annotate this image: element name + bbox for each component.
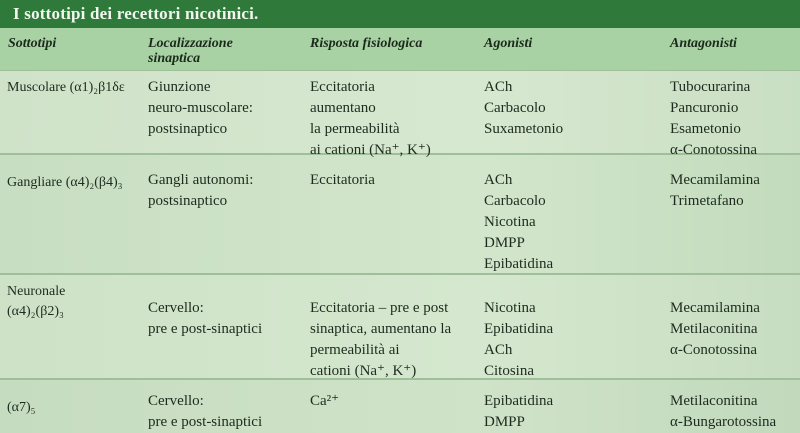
risposta-line: aumentano bbox=[310, 100, 376, 116]
antagonista-item: α-Conotossina bbox=[670, 342, 758, 358]
agonista-item: ACh bbox=[484, 172, 513, 188]
cell-agonisti bbox=[484, 391, 553, 433]
antagonista-item: Pancuronio bbox=[670, 100, 739, 116]
cell-subtype bbox=[7, 173, 123, 193]
agonista-item: Epibatidina bbox=[484, 321, 554, 337]
agonista-item: ACh bbox=[484, 79, 513, 95]
header-localizzazione bbox=[148, 36, 233, 66]
cell-risposta bbox=[310, 391, 339, 412]
cell-subtype bbox=[7, 282, 65, 322]
cell-localizzazione bbox=[148, 170, 253, 212]
risposta-line: cationi (Na⁺, K⁺) bbox=[310, 363, 417, 379]
localizzazione-line: pre e post-sinaptici bbox=[148, 414, 263, 430]
agonista-item: Carbacolo bbox=[484, 193, 546, 209]
agonista-item: ACh bbox=[484, 342, 513, 358]
cell-localizzazione bbox=[148, 391, 262, 433]
header-sottotipi: Sottotipi bbox=[8, 36, 57, 51]
header-antagonisti: Antagonisti bbox=[670, 36, 737, 51]
subtype-line: Gangliare (α4)₂(β4)₃ bbox=[7, 175, 123, 190]
risposta-line: Eccitatoria bbox=[310, 79, 375, 95]
cell-antagonisti bbox=[670, 391, 776, 433]
risposta-line: ai cationi (Na⁺, K⁺) bbox=[310, 142, 431, 158]
cell-antagonisti bbox=[670, 170, 760, 212]
risposta-line: Eccitatoria bbox=[310, 172, 375, 188]
localizzazione-line: Cervello: bbox=[148, 393, 204, 409]
subtype-line: Neuronale bbox=[7, 284, 66, 299]
agonista-item: Nicotina bbox=[484, 300, 536, 316]
risposta-line: sinaptica, aumentano la bbox=[310, 321, 452, 337]
antagonista-item: Mecamilamina bbox=[670, 172, 760, 188]
cell-agonisti bbox=[484, 77, 563, 140]
cell-antagonisti bbox=[670, 298, 760, 361]
localizzazione-line: neuro-muscolare: bbox=[148, 100, 253, 116]
risposta-line: Ca²⁺ bbox=[310, 393, 340, 409]
header-localizzazione-line-2: sinaptica bbox=[148, 51, 201, 66]
subtype-line: Muscolare (α1)₂β1δε bbox=[7, 80, 125, 95]
localizzazione-line: Cervello: bbox=[148, 300, 204, 316]
cell-agonisti bbox=[484, 170, 553, 275]
localizzazione-line: pre e post-sinaptici bbox=[148, 321, 263, 337]
agonista-item: Nicotina bbox=[484, 214, 536, 230]
localizzazione-line: postsinaptico bbox=[148, 121, 228, 137]
title-bar bbox=[0, 0, 800, 28]
antagonista-item: α-Conotossina bbox=[670, 142, 758, 158]
localizzazione-line: Gangli autonomi: bbox=[148, 172, 254, 188]
risposta-line: permeabilità ai bbox=[310, 342, 400, 358]
localizzazione-line: Giunzione bbox=[148, 79, 211, 95]
agonista-item: Suxametonio bbox=[484, 121, 564, 137]
antagonista-item: Metilaconitina bbox=[670, 393, 758, 409]
header-risposta: Risposta fisiologica bbox=[310, 36, 423, 51]
antagonista-item: Trimetafano bbox=[670, 193, 744, 209]
cell-localizzazione bbox=[148, 77, 253, 140]
header-agonisti: Agonisti bbox=[484, 36, 533, 51]
subtype-line: (α7)₅ bbox=[7, 400, 36, 415]
cell-localizzazione bbox=[148, 298, 262, 340]
cell-risposta bbox=[310, 170, 375, 191]
agonista-item: DMPP bbox=[484, 235, 525, 251]
localizzazione-line: postsinaptico bbox=[148, 193, 228, 209]
cell-risposta bbox=[310, 77, 431, 161]
agonista-item: Citosina bbox=[484, 363, 535, 379]
risposta-line: Eccitatoria – pre e post bbox=[310, 300, 449, 316]
cell-subtype bbox=[7, 78, 125, 98]
antagonista-item: α-Bungarotossina bbox=[670, 414, 777, 430]
table-header-row bbox=[0, 28, 800, 70]
antagonista-item: Mecamilamina bbox=[670, 300, 760, 316]
header-localizzazione-line-1: Localizzazione bbox=[148, 36, 233, 51]
antagonista-item: Tubocurarina bbox=[670, 79, 751, 95]
subtype-line: (α4)₂(β2)₃ bbox=[7, 304, 64, 319]
antagonista-item: Metilaconitina bbox=[670, 321, 758, 337]
agonista-item: Epibatidina bbox=[484, 393, 554, 409]
antagonista-item: Esametonio bbox=[670, 121, 741, 137]
cell-subtype bbox=[7, 398, 36, 418]
cell-agonisti bbox=[484, 298, 553, 382]
agonista-item: DMPP bbox=[484, 414, 525, 430]
risposta-line: la permeabilità bbox=[310, 121, 400, 137]
agonista-item: Epibatidina bbox=[484, 256, 554, 272]
cell-risposta bbox=[310, 298, 451, 382]
cell-antagonisti bbox=[670, 77, 757, 161]
agonista-item: Carbacolo bbox=[484, 100, 546, 116]
table-title: I sottotipi dei recettori nicotinici. bbox=[13, 4, 259, 23]
